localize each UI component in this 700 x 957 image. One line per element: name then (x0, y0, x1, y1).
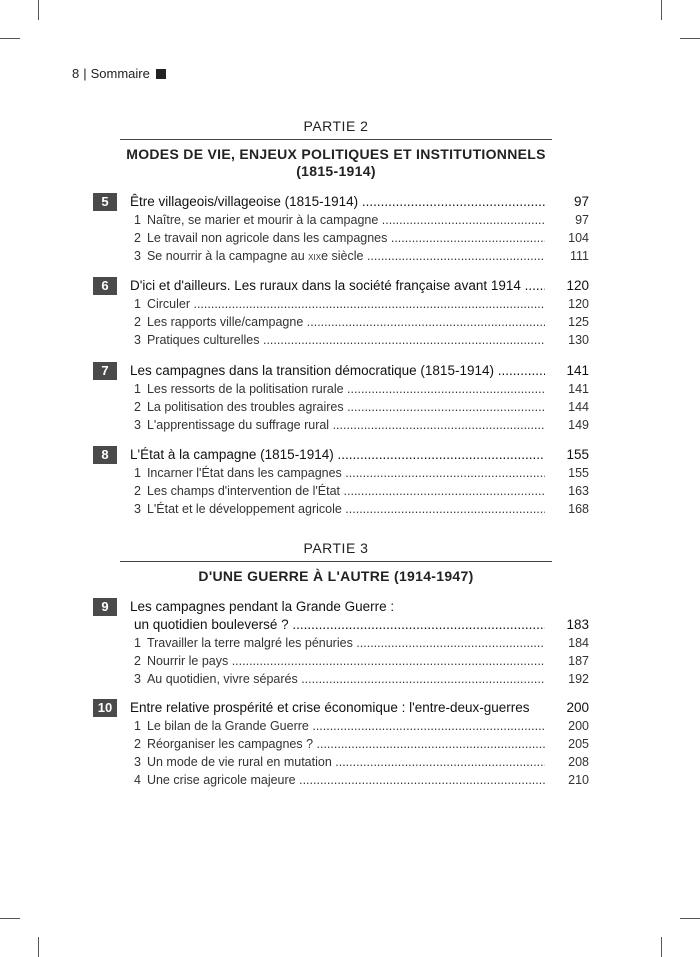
item-title: Incarner l'État dans les campagnes (146, 466, 342, 480)
page-ref: 208 (568, 755, 589, 769)
page-ref: 187 (568, 654, 589, 668)
item-number: 3 (134, 502, 141, 516)
item-number: 2 (134, 231, 141, 245)
chapter-title: un quotidien bouleversé ? ..... (134, 616, 545, 634)
item-number: 3 (134, 333, 141, 347)
item-title: Le bilan de la Grande Guerre (146, 719, 309, 733)
chapter-title: L'État à la campagne (1815-1914) ..... (130, 446, 545, 464)
page-ref: 130 (568, 333, 589, 347)
chapter (93, 699, 593, 789)
item-number: 2 (134, 654, 141, 668)
item-title: L'apprentissage du suffrage rural (146, 418, 330, 432)
item-title: Nourrir le pays (146, 654, 229, 668)
chapter (93, 598, 593, 688)
item-title: Circuler (146, 297, 191, 311)
chapter-number-badge: 9 (93, 598, 117, 616)
item-number: 3 (134, 672, 141, 686)
crop-mark (0, 918, 20, 919)
toc-item[interactable] (93, 380, 593, 398)
toc-item[interactable] (93, 753, 593, 771)
toc-item[interactable] (93, 211, 593, 229)
chapter-title: Être villageois/villageoise (1815-1914) ..... (130, 193, 545, 211)
toc-item[interactable] (93, 295, 593, 313)
chapter-title: D'ici et d'ailleurs. Les ruraux dans la société française avant 1914 ..... (130, 277, 545, 295)
item-number: 1 (134, 466, 141, 480)
header-separator: | (83, 66, 87, 81)
toc-item[interactable] (93, 398, 593, 416)
crop-mark (38, 937, 39, 957)
chapter (93, 362, 593, 434)
page-ref: 168 (568, 502, 589, 516)
running-header (72, 66, 166, 81)
part-title-line: D'UNE GUERRE À L'AUTRE (1914-1947) (198, 568, 474, 584)
item-number: 3 (134, 755, 141, 769)
part-title-line: MODES DE VIE, ENJEUX POLITIQUES ET INSTITUTIONNELS (126, 146, 546, 162)
toc-item[interactable] (93, 771, 593, 789)
page-ref: 111 (569, 249, 589, 263)
toc-item[interactable] (93, 416, 593, 434)
item-number: 1 (134, 213, 141, 227)
chapter-title: Les campagnes dans la transition démocratique (1815-1914) ..... (130, 362, 545, 380)
item-title: Le travail non agricole dans les campagnes (146, 231, 388, 245)
toc-item[interactable] (93, 670, 593, 688)
chapter-entry[interactable] (93, 193, 593, 211)
chapter-number-badge: 6 (93, 277, 117, 295)
page-ref: 97 (573, 194, 589, 209)
part-rule (120, 139, 552, 140)
part-title-line: (1815-1914) (296, 163, 376, 179)
item-title: Naître, se marier et mourir à la campagne (146, 213, 379, 227)
page-ref: 163 (568, 484, 589, 498)
chapter-entry[interactable] (93, 699, 593, 717)
toc-item[interactable] (93, 464, 593, 482)
item-number: 2 (134, 484, 141, 498)
page-ref: 120 (566, 278, 589, 293)
item-title: Les ressorts de la politisation rurale (146, 382, 344, 396)
page-ref: 120 (568, 297, 589, 311)
item-title-tail: e siècle (321, 249, 364, 263)
chapter-number-badge: 5 (93, 193, 117, 211)
part-label: PARTIE 3 (303, 540, 369, 556)
item-title: Se nourrir à la campagne au (146, 249, 309, 263)
item-number: 1 (134, 719, 141, 733)
section-title: Sommaire (90, 66, 150, 81)
toc-item[interactable] (93, 634, 593, 652)
item-title: L'État et le développement agricole (146, 502, 342, 516)
crop-mark (661, 937, 662, 957)
item-number: 2 (134, 737, 141, 751)
toc-item[interactable] (93, 247, 593, 265)
crop-mark (680, 38, 700, 39)
century-numeral: xix (308, 251, 322, 263)
item-title: Pratiques culturelles (146, 333, 260, 347)
part-label: PARTIE 2 (303, 118, 369, 134)
page-ref: 155 (568, 466, 589, 480)
chapter-entry[interactable] (93, 362, 593, 380)
toc-item[interactable] (93, 482, 593, 500)
page-number: 8 (72, 66, 80, 81)
item-title: Les rapports ville/campagne (146, 315, 304, 329)
item-number: 3 (134, 249, 141, 263)
page-ref: 149 (568, 418, 589, 432)
item-title: La politisation des troubles agraires (146, 400, 344, 414)
toc-item[interactable] (93, 652, 593, 670)
chapter-entry[interactable] (93, 598, 593, 616)
part-title (120, 146, 552, 180)
page-ref: 97 (575, 213, 589, 227)
crop-mark (661, 0, 662, 20)
chapter-entry[interactable] (93, 446, 593, 464)
page-ref: 141 (566, 363, 589, 378)
item-title: Au quotidien, vivre séparés (146, 672, 298, 686)
chapter-title: Les campagnes pendant la Grande Guerre : (130, 599, 395, 614)
chapter (93, 277, 593, 349)
page-ref: 104 (568, 231, 589, 245)
crop-mark (0, 38, 20, 39)
item-number: 3 (134, 418, 141, 432)
page-ref: 144 (568, 400, 589, 414)
toc-item[interactable] (93, 500, 593, 518)
page-ref: 141 (568, 382, 589, 396)
item-number: 1 (134, 382, 141, 396)
page-ref: 192 (568, 672, 589, 686)
item-number: 1 (134, 297, 141, 311)
page-ref: 205 (568, 737, 589, 751)
chapter-entry[interactable] (93, 277, 593, 295)
page-ref: 183 (566, 617, 589, 632)
item-title: Les champs d'intervention de l'État (146, 484, 341, 498)
item-number: 2 (134, 400, 141, 414)
toc-item[interactable] (93, 229, 593, 247)
page-ref: 184 (568, 636, 589, 650)
item-number: 2 (134, 315, 141, 329)
chapter-number-badge: 7 (93, 362, 117, 380)
page-ref: 155 (566, 447, 589, 462)
item-number: 1 (134, 636, 141, 650)
chapter-entry-continued[interactable] (93, 616, 593, 634)
item-title: Une crise agricole majeure (146, 773, 296, 787)
item-title: Un mode de vie rural en mutation (146, 755, 332, 769)
chapter-number-badge: 8 (93, 446, 117, 464)
crop-mark (38, 0, 39, 20)
toc-item[interactable] (93, 717, 593, 735)
chapter-number-badge: 10 (93, 699, 117, 717)
item-number: 4 (134, 773, 141, 787)
page-ref: 210 (568, 773, 589, 787)
page-ref: 200 (566, 700, 589, 715)
chapter (93, 193, 593, 265)
item-title: Réorganiser les campagnes ? (146, 737, 314, 751)
square-icon (156, 69, 166, 79)
chapter (93, 446, 593, 518)
chapter-title: Entre relative prospérité et crise économique : l'entre-deux-guerres (130, 700, 530, 715)
page-ref: 200 (568, 719, 589, 733)
part-rule (120, 561, 552, 562)
item-title: Travailler la terre malgré les pénuries (146, 636, 353, 650)
toc-item[interactable] (93, 331, 593, 349)
part-title (120, 568, 552, 585)
crop-mark (680, 918, 700, 919)
toc-item[interactable] (93, 735, 593, 753)
page-ref: 125 (568, 315, 589, 329)
toc-item[interactable] (93, 313, 593, 331)
